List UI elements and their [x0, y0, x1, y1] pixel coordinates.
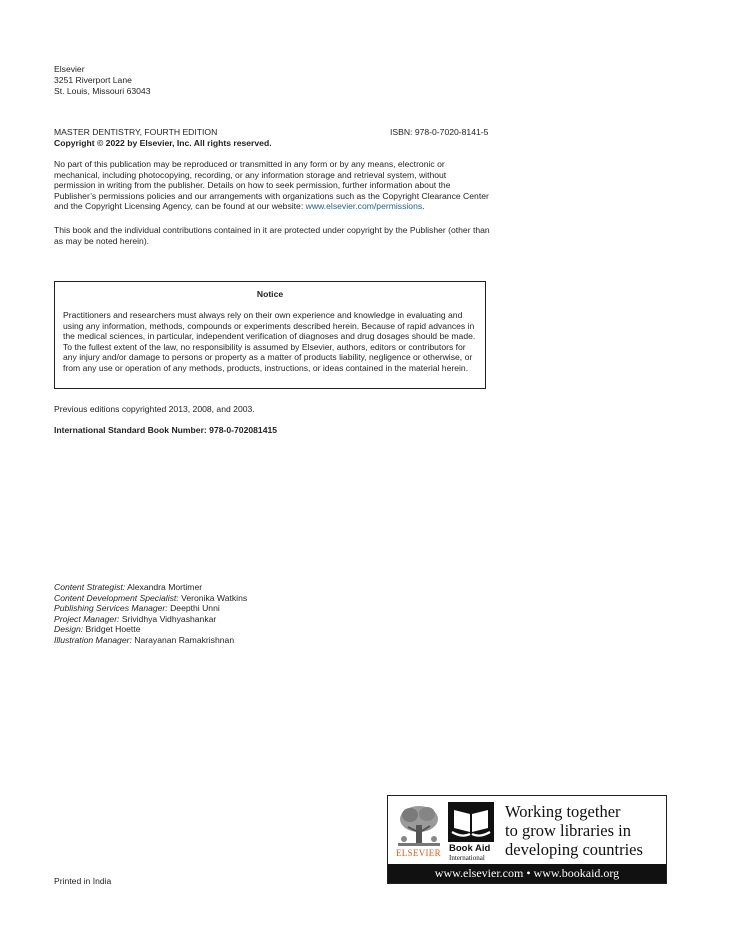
book-aid-logo [387, 795, 667, 884]
logo-tagline-line: Working together [505, 802, 621, 821]
credit-name: Alexandra Mortimer [127, 582, 203, 592]
credit-line [54, 582, 247, 593]
credit-line [54, 614, 247, 625]
credit-role: Illustration Manager: [54, 634, 132, 645]
isbn-top: ISBN: 978-0-7020-8141-5 [390, 127, 489, 137]
publisher-address-2: St. Louis, Missouri 63043 [54, 86, 151, 96]
credit-role: Design: [54, 624, 84, 635]
publisher-address-1: 3251 Riverport Lane [54, 75, 132, 85]
credit-line [54, 603, 247, 614]
credit-role: Project Manager: [54, 613, 120, 624]
credit-name: Veronika Watkins [181, 592, 248, 603]
elsevier-wordmark: ELSEVIER [396, 848, 441, 858]
previous-editions: Previous editions copyrighted 2013, 2008, and 2003. [54, 404, 255, 414]
credit-name: Narayanan Ramakrishnan [134, 634, 235, 645]
book-aid-subtitle: International [449, 854, 485, 862]
publisher-name: Elsevier [54, 64, 85, 74]
permissions-end: . [422, 201, 425, 212]
copyright-line: Copyright © 2022 by Elsevier, Inc. All rights reserved. [54, 138, 272, 148]
logo-tagline [505, 802, 643, 859]
permissions-link[interactable]: www.elsevier.com/permissions [305, 201, 423, 212]
book-aid-hands-icon [448, 802, 494, 842]
printed-in: Printed in India [54, 876, 112, 886]
permissions-text: No part of this publication may be reproduced or transmitted in any form or by any means, electronic or mechanical, including photocopying, recording, or any information storage and retrieval system, without permission in writing from the publisher. Details on how to seek permission, further information about the Publisher’s permissions policies and our arrangements with organizations such as the Copyright Clearance Center and the Copyright Licensing Agency, can be found at our website: [54, 159, 489, 212]
logo-tagline-line: to grow libraries in [505, 821, 632, 840]
book-title-line: MASTER DENTISTRY, FOURTH EDITION [54, 127, 218, 137]
isbn-line: International Standard Book Number: 978-0-702081415 [54, 425, 278, 435]
credit-line [54, 624, 247, 635]
credit-name: Deepthi Unni [170, 603, 220, 614]
credit-line [54, 635, 247, 646]
contributions-paragraph: This book and the individual contributions contained in it are protected under copyright by the Publisher (other than as may be noted herein). [54, 225, 490, 246]
elsevier-tree-icon [394, 801, 444, 851]
notice-title: Notice [256, 289, 284, 299]
credit-role: Content Development Specialist: [54, 592, 179, 603]
logo-footer-urls[interactable]: www.elsevier.com • www.bookaid.org [388, 864, 666, 883]
credit-line [54, 593, 247, 604]
credit-role: Content Strategist: [54, 582, 126, 592]
notice-box [54, 281, 486, 389]
book-aid-wordmark: Book Aid [449, 843, 491, 854]
credit-role: Publishing Services Manager: [54, 603, 168, 614]
credit-name: Bridget Hoette [85, 624, 141, 635]
permissions-paragraph [54, 159, 490, 212]
credit-name: Srividhya Vidhyashankar [121, 613, 217, 624]
credits-list [54, 582, 247, 646]
notice-body: Practitioners and researchers must always rely on their own experience and knowledge in evaluating and using any information, methods, compounds or experiments described herein. Because of rapid advances in the medical sciences, in particular, independent verification of diagnoses and drug dosages should be made. To the fullest extent of the law, no responsibility is assumed by Elsevier, authors, editors or contributors for any injury and/or damage to persons or property as a matter of products liability, negligence or otherwise, or from any use or operation of any methods, products, instructions, or ideas contained in the material herein. [63, 310, 476, 373]
logo-tagline-line: developing countries [505, 840, 643, 859]
